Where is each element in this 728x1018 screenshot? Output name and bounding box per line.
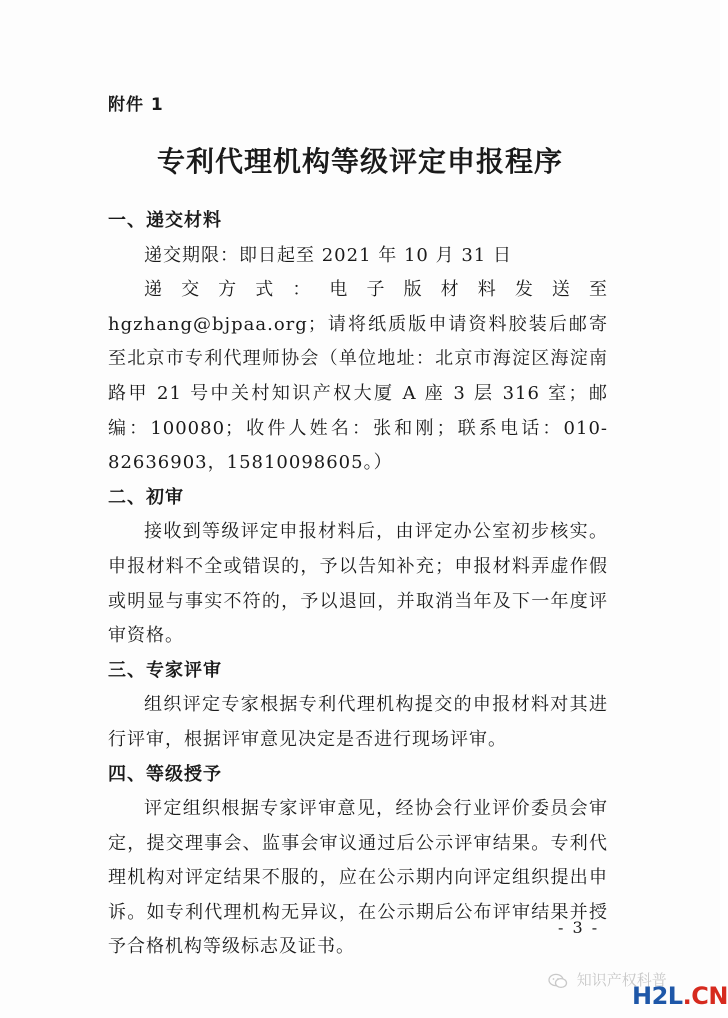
section-grade-award	[108, 758, 608, 966]
logo-part-h2l: H2L	[632, 982, 683, 1010]
paragraph: 组织评定专家根据专利代理机构提交的申报材料对其进行评审，根据评审意见决定是否进行现场评审。	[108, 694, 608, 750]
wechat-icon	[548, 973, 568, 989]
paragraph-deadline: 递交期限：即日起至 2021 年 10 月 31 日	[144, 244, 512, 266]
paragraph: 评定组织根据专家评审意见，经协会行业评价委员会审定，提交理事会、监事会审议通过后公示评审结果。专利代理机构对评定结果不服的，应在公示期内向评定组织提出申诉。如专利代理机构无异议，在公示期后公布评审结果并授予合格机构等级标志及证书。	[108, 798, 608, 958]
document-body	[108, 204, 608, 965]
attachment-label: 附件 1	[108, 95, 164, 115]
watermark-text: 知识产权科普	[576, 971, 667, 989]
section-heading: 二、初审	[108, 486, 184, 508]
section-preliminary-review	[108, 481, 608, 654]
document-title: 专利代理机构等级评定申报程序	[156, 145, 563, 178]
paragraph-method: 递交方式：电子版材料发送至 hgzhang@bjpaa.org；请将纸质版申请资料胶装后邮寄至北京市专利代理师协会（单位地址：北京市海淀区海淀南路甲 21 号中关村知识产权大厦 A 座 3 层 316 室；邮编：100080；收件人姓名：张和刚；联系电话：010-82636903，15810098605。）	[108, 279, 608, 474]
section-heading: 四、等级授予	[108, 763, 222, 785]
paragraph: 接收到等级评定申报材料后，由评定办公室初步核实。申报材料不全或错误的，予以告知补充；申报材料弄虚作假或明显与事实不符的，予以退回，并取消当年及下一年度评审资格。	[108, 521, 608, 647]
page-number: - 3 -	[558, 918, 600, 937]
section-submit-materials	[108, 204, 608, 481]
section-expert-review	[108, 654, 608, 758]
logo-part-cn: CN	[691, 982, 728, 1010]
section-heading: 三、专家评审	[108, 659, 222, 681]
logo-part-dot: .	[682, 982, 692, 1010]
section-heading: 一、递交材料	[108, 210, 222, 231]
site-logo	[632, 982, 728, 1010]
